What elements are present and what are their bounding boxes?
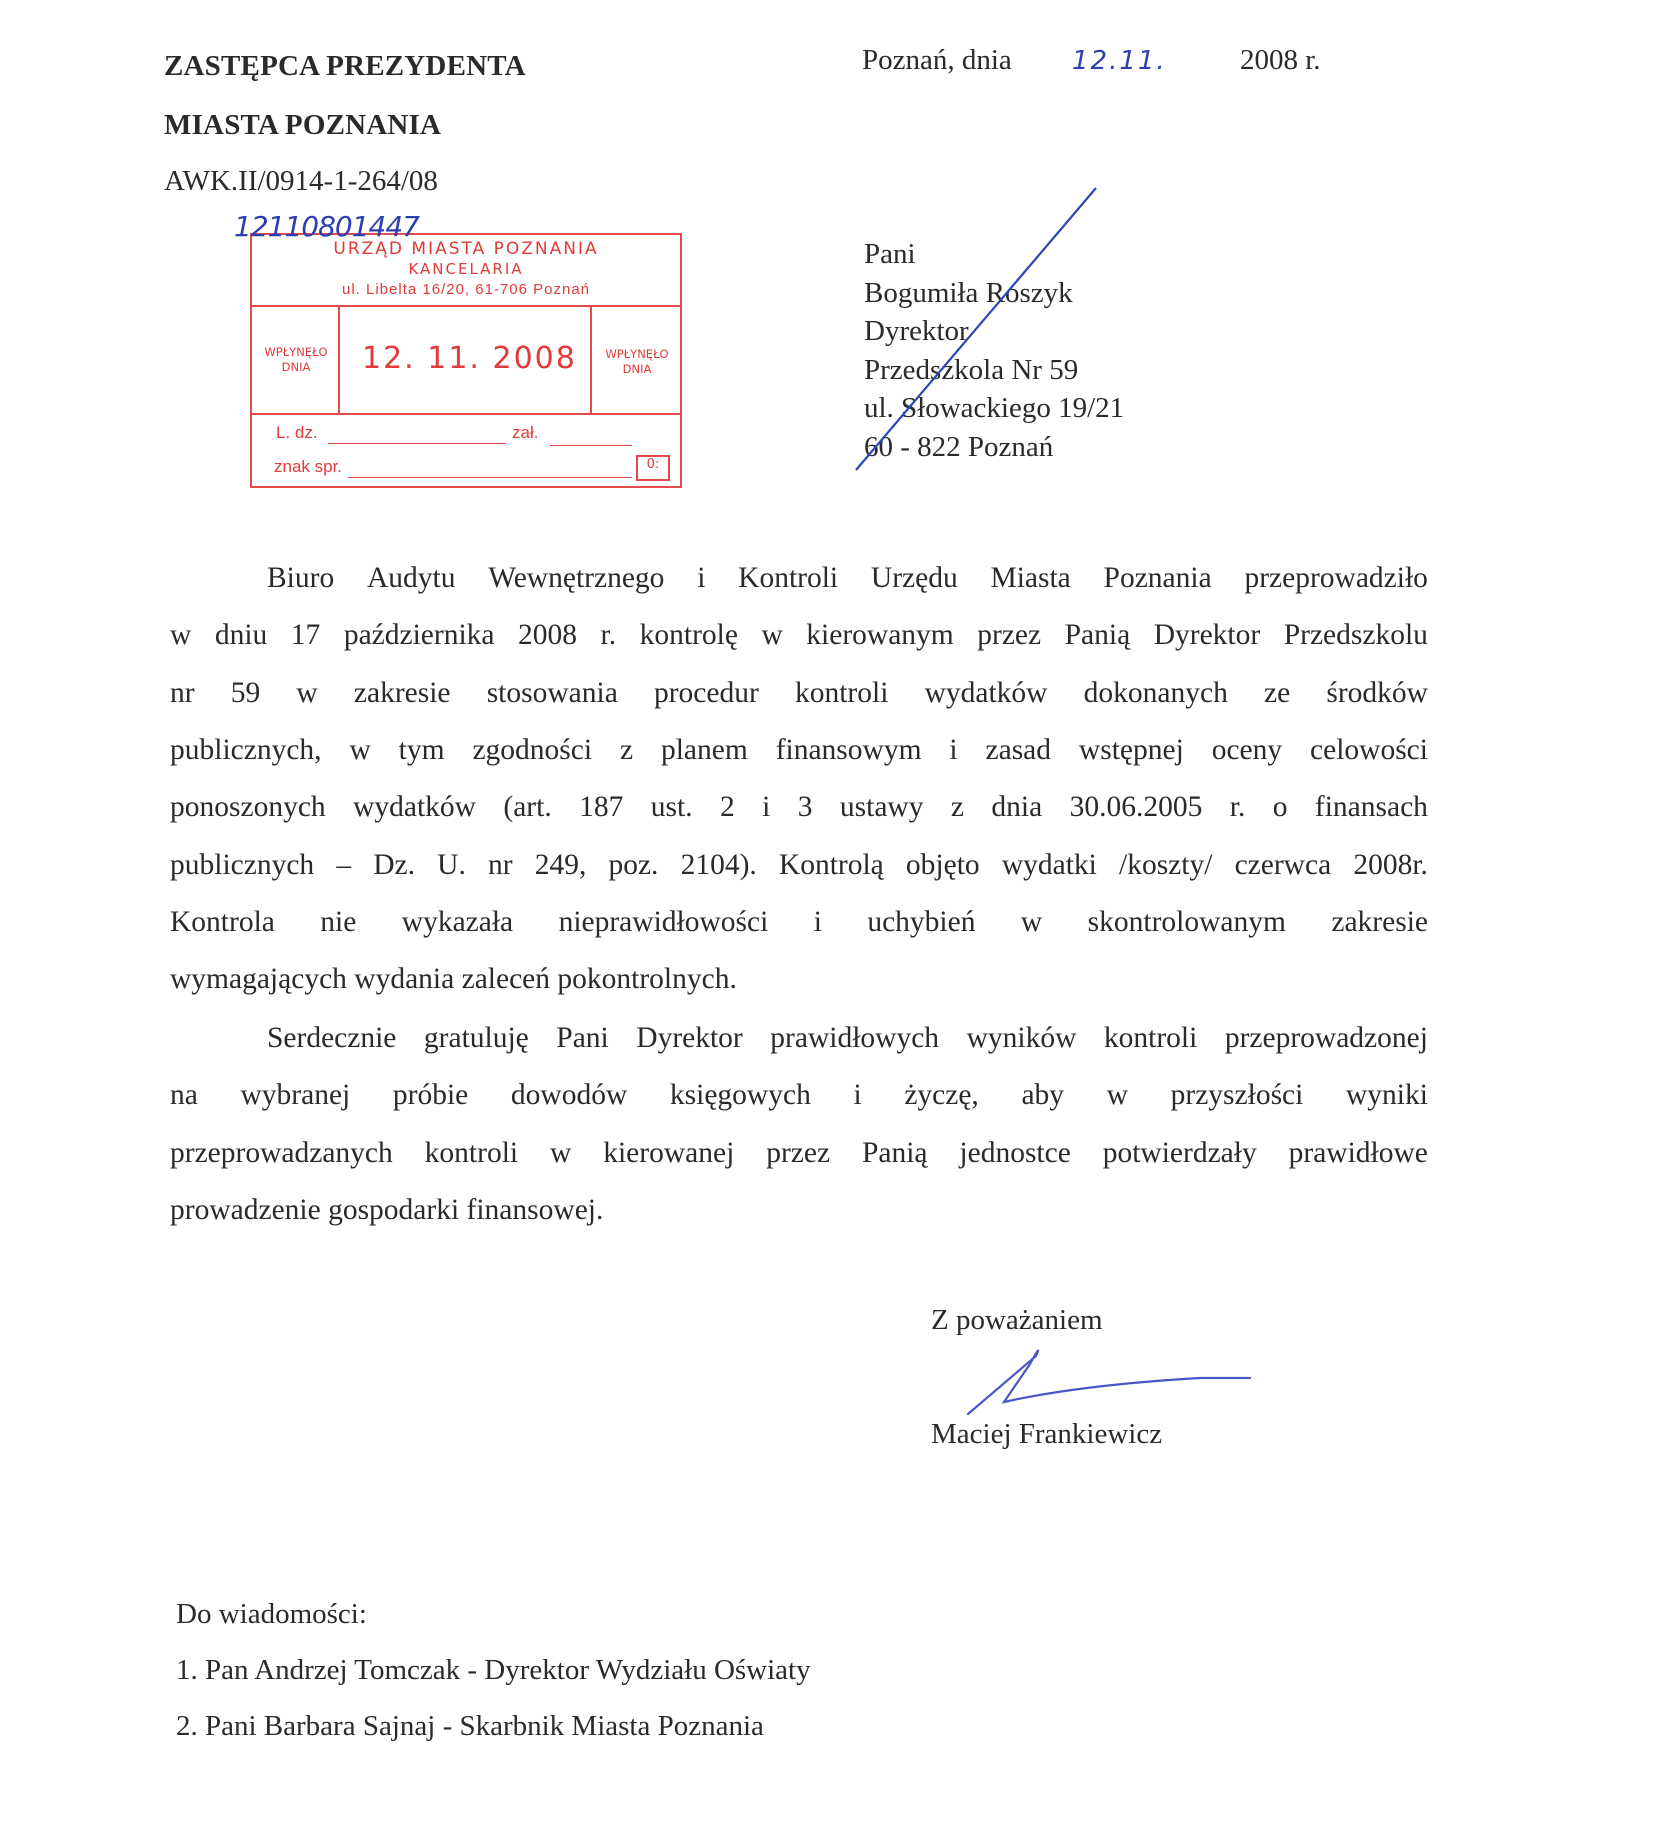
word: U. xyxy=(437,848,466,881)
word: tym xyxy=(398,733,445,766)
word: dowodów xyxy=(510,1079,628,1112)
word: 2 xyxy=(719,791,735,824)
stamp-received-date: 12. 11. 2008 xyxy=(362,341,577,376)
word: poz. xyxy=(608,848,659,881)
recipient-line: 60 - 822 Poznań xyxy=(864,430,1054,463)
body-line xyxy=(170,734,1428,767)
handwritten-registry-number: 12110801447 xyxy=(234,210,419,243)
word: 59 xyxy=(230,676,261,709)
word: czerwca xyxy=(1234,848,1332,881)
word: celowości xyxy=(1310,733,1428,766)
word: /koszty/ xyxy=(1119,848,1213,881)
body-line xyxy=(170,906,1428,939)
issuer-line-1: ZASTĘPCA PREZYDENTA xyxy=(164,50,526,82)
word: ust. xyxy=(650,791,693,824)
word: nr xyxy=(487,848,513,881)
word: gratuluję xyxy=(423,1022,529,1054)
place-date-prefix: Poznań, dnia xyxy=(862,44,1012,76)
word: wyników xyxy=(966,1022,1077,1054)
word: Serdecznie xyxy=(267,1022,397,1054)
body-line xyxy=(170,1194,1428,1227)
word: i xyxy=(853,1079,862,1112)
word: w xyxy=(349,733,371,766)
stamp-received-left: WPŁYNĘŁO DNIA xyxy=(264,345,328,374)
word: aby xyxy=(1021,1079,1065,1112)
body-line xyxy=(170,562,1428,595)
word: kierowanej xyxy=(603,1136,735,1169)
word: października xyxy=(343,619,495,652)
word: zakresie xyxy=(353,676,451,709)
word: potwierdzały xyxy=(1102,1136,1257,1169)
word: Dyrektor xyxy=(636,1022,743,1054)
word: kontroli xyxy=(1103,1022,1198,1054)
word: planem xyxy=(660,733,748,766)
word: 30.06.2005 xyxy=(1069,791,1203,824)
body-line xyxy=(170,619,1428,652)
word: Kontrolą xyxy=(778,848,884,881)
word: w xyxy=(296,676,318,709)
word: wydatki xyxy=(1001,848,1097,881)
word: r. xyxy=(1229,791,1246,824)
word: w xyxy=(1106,1079,1128,1112)
body-line xyxy=(170,849,1428,882)
word: Panią xyxy=(1064,619,1131,652)
body-line-text xyxy=(170,1079,1428,1112)
word: Kontrola xyxy=(170,905,275,938)
recipient-line: ul. Słowackiego 19/21 xyxy=(864,392,1125,424)
word: kierowanym xyxy=(806,619,954,652)
word: Dyrektor xyxy=(1153,619,1261,652)
word: w xyxy=(170,619,192,652)
recipient-line: Przedszkola Nr 59 xyxy=(864,353,1079,386)
word: próbie xyxy=(392,1079,469,1112)
signatory-name: Maciej Frankiewicz xyxy=(931,1418,1163,1450)
word: prawidłowych xyxy=(770,1022,940,1054)
body-line xyxy=(170,1022,1428,1055)
stamp-corner-box: 0: xyxy=(636,455,670,481)
word: 2008r. xyxy=(1353,848,1428,881)
body-line xyxy=(170,1137,1428,1170)
reference-number: AWK.II/0914-1-264/08 xyxy=(164,165,438,197)
word: 2008 xyxy=(518,619,578,652)
stamp-ldz-label: L. dz. xyxy=(276,423,318,442)
word: przeprowadzanych xyxy=(170,1136,393,1169)
word: Dz. xyxy=(373,848,415,881)
word: księgowych xyxy=(669,1079,811,1112)
body-line-text xyxy=(170,791,1428,824)
word: w xyxy=(1020,905,1043,938)
handwritten-date: 12.11. xyxy=(1072,46,1167,76)
word: Biuro xyxy=(267,562,335,594)
word: publicznych xyxy=(170,848,315,881)
body-line-text xyxy=(170,849,1428,882)
word: przyszłości xyxy=(1170,1079,1304,1112)
stamp-department: KANCELARIA xyxy=(408,260,524,278)
body-line xyxy=(170,963,1428,996)
body-line xyxy=(170,1079,1428,1112)
word: życzę, xyxy=(904,1079,979,1112)
word: 249, xyxy=(534,848,587,881)
word: nr xyxy=(170,676,195,709)
body-line-text xyxy=(170,734,1428,767)
word: dniu xyxy=(214,619,268,652)
stamp-received-right: WPŁYNĘŁO DNIA xyxy=(605,347,669,376)
word: Kontroli xyxy=(738,562,839,594)
word: zgodności xyxy=(472,733,593,766)
word: wykazała xyxy=(401,905,514,938)
word: przez xyxy=(766,1136,831,1169)
word: nie xyxy=(320,905,357,938)
word: wybranej xyxy=(240,1079,351,1112)
word: na xyxy=(170,1079,198,1112)
word: stosowania xyxy=(486,676,618,709)
word: wydatków xyxy=(353,791,476,824)
word: – xyxy=(336,848,352,881)
word: dokonanych xyxy=(1083,676,1228,709)
word: oceny xyxy=(1211,733,1283,766)
stamp-zal-label: zał. xyxy=(512,423,539,442)
word: z xyxy=(950,791,964,824)
address-strike-line xyxy=(856,188,1096,470)
word: Poznania xyxy=(1103,562,1212,594)
body-line-text xyxy=(267,1022,1428,1055)
recipient-line: Pani xyxy=(864,238,916,270)
word: 17 xyxy=(290,619,321,652)
word: przeprowadziło xyxy=(1244,562,1428,594)
body-line-text xyxy=(170,677,1428,710)
word: ze xyxy=(1264,676,1291,709)
cc-title: Do wiadomości: xyxy=(176,1598,367,1630)
word: nieprawidłowości xyxy=(558,905,769,938)
word: 3 xyxy=(797,791,813,824)
word: ponoszonych xyxy=(170,791,326,824)
word: i xyxy=(949,733,958,766)
word: zasad xyxy=(985,733,1052,766)
body-line xyxy=(170,677,1428,710)
word: przeprowadzonej xyxy=(1224,1022,1428,1054)
word: 2104). xyxy=(680,848,757,881)
body-line-text: wymagających wydania zaleceń pokontrolnych. xyxy=(170,963,737,996)
cc-item: 2. Pani Barbara Sajnaj - Skarbnik Miasta Poznania xyxy=(176,1710,764,1742)
cc-item: 1. Pan Andrzej Tomczak - Dyrektor Wydziału Oświaty xyxy=(176,1654,811,1686)
word: Pani xyxy=(556,1022,609,1054)
word: ustawy xyxy=(839,791,924,824)
body-line-text xyxy=(170,619,1428,652)
body-line-text xyxy=(170,906,1428,939)
word: Urzędu xyxy=(870,562,958,594)
word: Wewnętrznego xyxy=(488,562,665,594)
word: procedur xyxy=(653,676,759,709)
word: finansowym xyxy=(775,733,922,766)
word: w xyxy=(761,619,783,652)
word: dnia xyxy=(991,791,1043,824)
stamp-address: ul. Libelta 16/20, 61-706 Poznań xyxy=(342,281,590,298)
word: uchybień xyxy=(867,905,976,938)
word: publicznych, xyxy=(170,733,322,766)
word: i xyxy=(813,905,822,938)
word: i xyxy=(762,791,771,824)
signature-scribble xyxy=(968,1351,1250,1414)
word: wydatków xyxy=(924,676,1048,709)
word: o xyxy=(1272,791,1288,824)
recipient-line: Bogumiła Roszyk xyxy=(864,276,1073,309)
stamp-znak-label: znak spr. xyxy=(274,457,343,476)
stamp-office: URZĄD MIASTA POZNANIA xyxy=(333,239,599,259)
word: środków xyxy=(1326,676,1428,709)
word: r. xyxy=(600,619,617,652)
word: w xyxy=(550,1136,572,1169)
year-suffix: 2008 r. xyxy=(1240,44,1321,76)
body-line xyxy=(170,791,1428,824)
issuer-line-2: MIASTA POZNANIA xyxy=(164,109,442,141)
recipient-line: Dyrektor xyxy=(864,315,969,347)
word: zakresie xyxy=(1331,905,1428,938)
word: kontroli xyxy=(794,676,889,709)
word: objęto xyxy=(905,848,980,881)
word: Miasta xyxy=(990,562,1071,594)
closing-salutation: Z poważaniem xyxy=(931,1304,1103,1336)
word: skontrolowanym xyxy=(1087,905,1286,938)
word: prawidłowe xyxy=(1288,1136,1428,1169)
word: Przedszkolu xyxy=(1283,619,1428,652)
body-line-text xyxy=(267,562,1428,595)
word: Audytu xyxy=(366,562,456,594)
word: Panią xyxy=(861,1136,928,1169)
word: wstępnej xyxy=(1078,733,1184,766)
body-line-text: prowadzenie gospodarki finansowej. xyxy=(170,1193,604,1226)
word: 187 xyxy=(579,791,624,824)
word: wyniki xyxy=(1346,1079,1428,1112)
word: jednostce xyxy=(959,1136,1071,1169)
word: kontrolę xyxy=(639,619,738,652)
word: kontroli xyxy=(424,1136,519,1169)
body-line-text xyxy=(170,1137,1428,1170)
word: z xyxy=(619,733,634,766)
word: przez xyxy=(977,619,1042,652)
word: i xyxy=(697,562,706,594)
word: (art. xyxy=(503,791,552,824)
word: finansach xyxy=(1314,791,1428,824)
